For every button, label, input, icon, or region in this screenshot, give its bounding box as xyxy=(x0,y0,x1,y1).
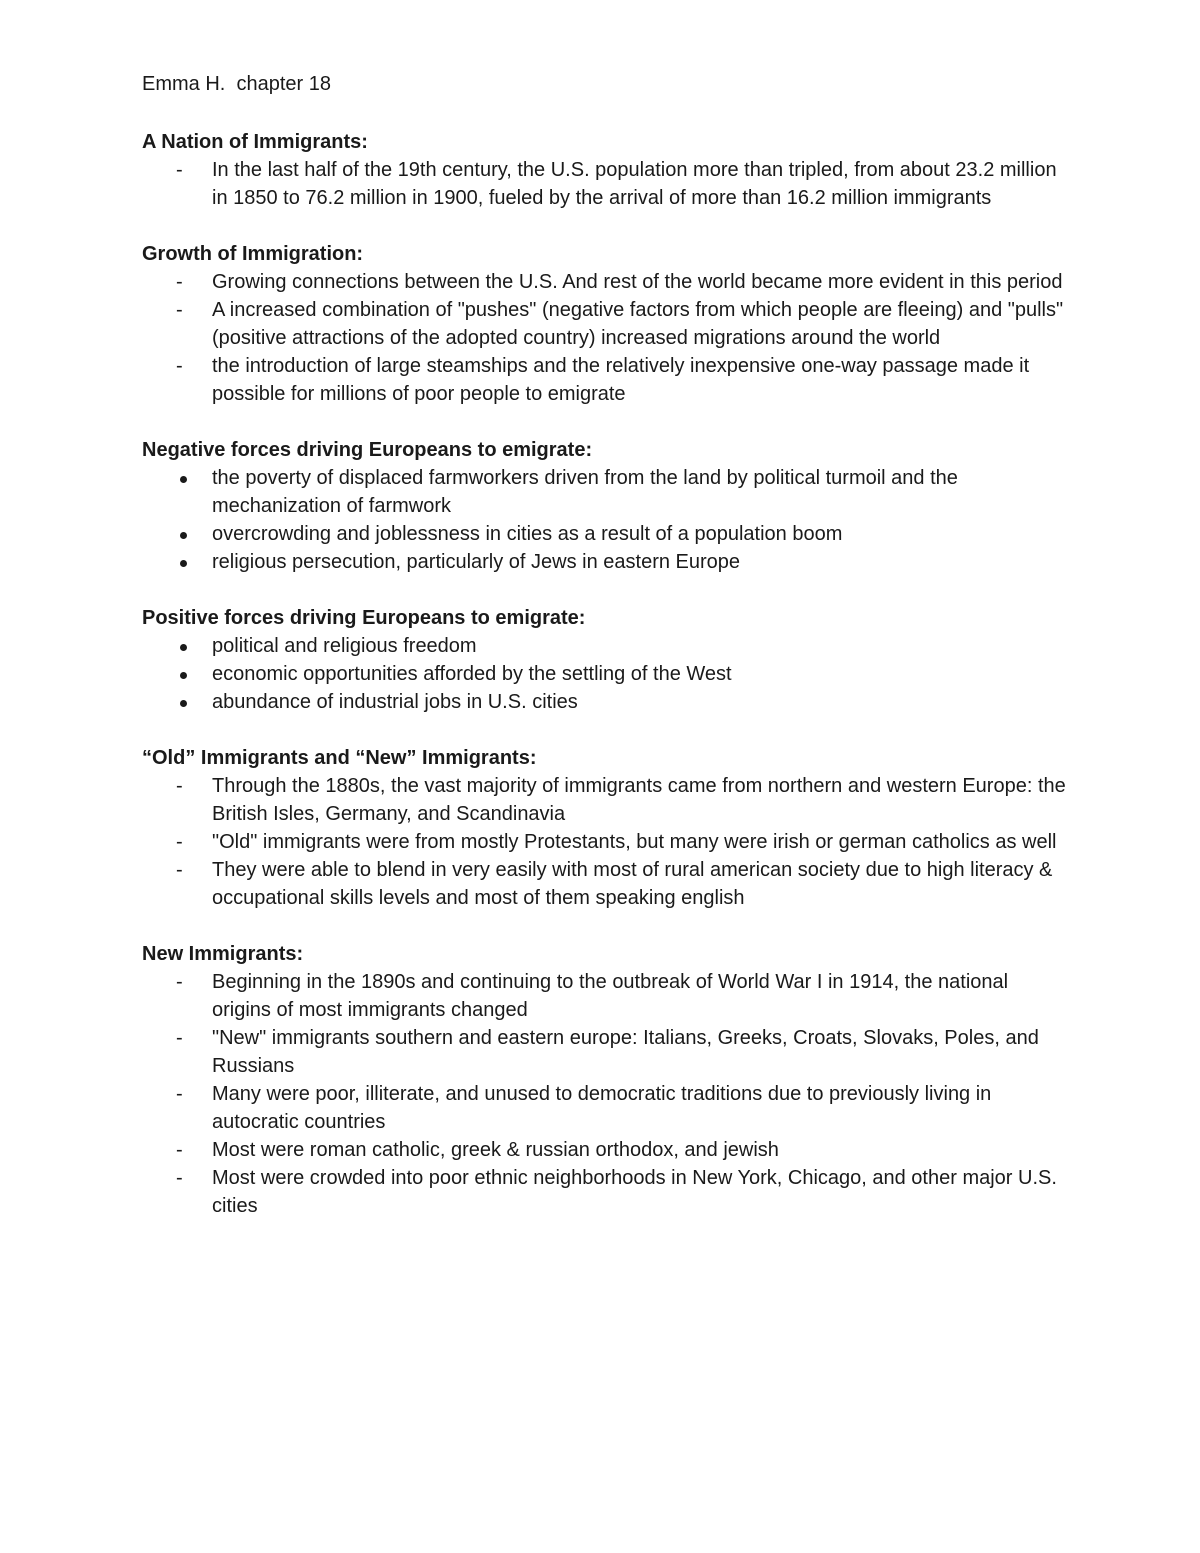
list-item xyxy=(142,660,1072,688)
dash-icon xyxy=(176,1080,200,1108)
list-item xyxy=(142,688,1072,716)
list-item xyxy=(142,968,1072,1024)
notes-section xyxy=(142,128,1072,212)
section-title: New Immigrants: xyxy=(142,943,304,965)
list-item-text: Many were poor, illiterate, and unused to democratic traditions due to previously living in autocratic countries xyxy=(212,1083,992,1133)
list-item xyxy=(142,632,1072,660)
list-item xyxy=(142,856,1072,912)
list-item-text: abundance of industrial jobs in U.S. cities xyxy=(212,691,578,713)
sections-container xyxy=(142,128,1072,1220)
list-item-text: In the last half of the 19th century, the U.S. population more than tripled, from about 23.2 million in 1850 to 76.2 million in 1900, fueled by the arrival of more than 16.2 million immigrants xyxy=(212,159,1057,209)
list-item xyxy=(142,268,1072,296)
dash-icon xyxy=(176,1164,200,1192)
list-item xyxy=(142,548,1072,576)
document-page xyxy=(142,70,1072,1248)
dash-icon xyxy=(176,1024,200,1052)
dashed-list xyxy=(142,268,1072,408)
list-item-text: They were able to blend in very easily with most of rural american society due to high literacy & occupational skills levels and most of them speaking english xyxy=(212,859,1053,909)
list-item xyxy=(142,828,1072,856)
section-title: A Nation of Immigrants: xyxy=(142,131,368,153)
document-header: Emma H. chapter 18 xyxy=(142,73,331,95)
dash-icon xyxy=(176,968,200,996)
list-item xyxy=(142,1024,1072,1080)
list-item-text: A increased combination of "pushes" (negative factors from which people are fleeing) and "pulls" (positive attractions of the adopted country) increased migrations around the world xyxy=(212,299,1064,349)
dash-icon xyxy=(176,156,200,184)
list-item xyxy=(142,296,1072,352)
dashed-list xyxy=(142,156,1072,212)
section-title: Negative forces driving Europeans to emigrate: xyxy=(142,439,593,461)
bulleted-list xyxy=(142,464,1072,576)
list-item-text: the introduction of large steamships and the relatively inexpensive one-way passage made it possible for millions of poor people to emigrate xyxy=(212,355,1030,405)
list-item-text: Beginning in the 1890s and continuing to the outbreak of World War I in 1914, the national origins of most immigrants changed xyxy=(212,971,1009,1021)
section-title: Positive forces driving Europeans to emigrate: xyxy=(142,607,586,629)
list-item-text: Most were crowded into poor ethnic neighborhoods in New York, Chicago, and other major U.S. cities xyxy=(212,1167,1057,1217)
list-item-text: political and religious freedom xyxy=(212,635,477,657)
list-item-text: economic opportunities afforded by the settling of the West xyxy=(212,663,732,685)
dashed-list xyxy=(142,772,1072,912)
list-item-text: Through the 1880s, the vast majority of immigrants came from northern and western Europe: the British Isles, Germany, and Scandinavia xyxy=(212,775,1066,825)
list-item xyxy=(142,1136,1072,1164)
dashed-list xyxy=(142,968,1072,1220)
list-item xyxy=(142,352,1072,408)
list-item-text: "Old" immigrants were from mostly Protestants, but many were irish or german catholics as well xyxy=(212,831,1057,853)
section-title: “Old” Immigrants and “New” Immigrants: xyxy=(142,747,537,769)
dash-icon xyxy=(176,856,200,884)
section-title: Growth of Immigration: xyxy=(142,243,364,265)
list-item-text: Most were roman catholic, greek & russian orthodox, and jewish xyxy=(212,1139,779,1161)
list-item xyxy=(142,464,1072,520)
notes-section xyxy=(142,744,1072,912)
dash-icon xyxy=(176,268,200,296)
list-item-text: overcrowding and joblessness in cities as a result of a population boom xyxy=(212,523,843,545)
notes-section xyxy=(142,940,1072,1220)
notes-section xyxy=(142,604,1072,716)
list-item-text: "New" immigrants southern and eastern europe: Italians, Greeks, Croats, Slovaks, Poles, and Russians xyxy=(212,1027,1039,1077)
list-item-text: the poverty of displaced farmworkers driven from the land by political turmoil and the mechanization of farmwork xyxy=(212,467,958,517)
dash-icon xyxy=(176,352,200,380)
list-item xyxy=(142,520,1072,548)
list-item-text: religious persecution, particularly of Jews in eastern Europe xyxy=(212,551,741,573)
list-item xyxy=(142,772,1072,828)
dash-icon xyxy=(176,772,200,800)
list-item-text: Growing connections between the U.S. And rest of the world became more evident in this period xyxy=(212,271,1063,293)
dash-icon xyxy=(176,1136,200,1164)
bulleted-list xyxy=(142,632,1072,716)
notes-section xyxy=(142,240,1072,408)
list-item xyxy=(142,1164,1072,1220)
dash-icon xyxy=(176,828,200,856)
dash-icon xyxy=(176,296,200,324)
list-item xyxy=(142,156,1072,212)
list-item xyxy=(142,1080,1072,1136)
notes-section xyxy=(142,436,1072,576)
